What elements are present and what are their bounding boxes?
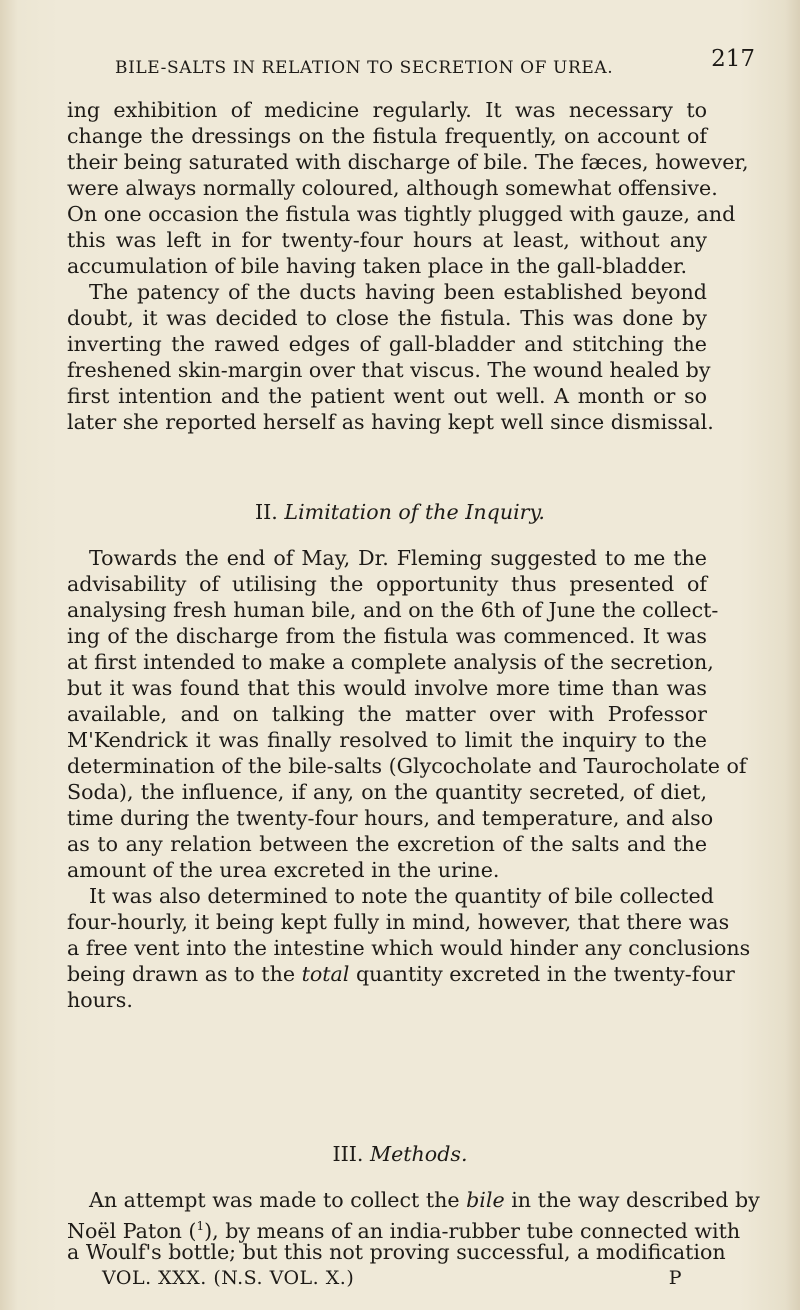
text-fragment: ), by means of an india-rubber tube connected with (204, 1218, 741, 1243)
text-line: ing exhibition of medicine regularly. It was necessary to (67, 98, 707, 122)
text-fragment: An attempt was made to collect the (89, 1188, 460, 1212)
text-line: doubt, it was decided to close the fistula. This was done by (67, 306, 707, 330)
text-fragment: in the way described by (511, 1188, 760, 1212)
paragraph-methods (67, 1187, 760, 1265)
text-line: but it was found that this would involve more time than was (67, 676, 707, 700)
text-line: It was also determined to note the quantity of bile collected (89, 884, 714, 908)
text-line (67, 1213, 741, 1243)
text-line: first intention and the patient went out well. A month or so (67, 384, 707, 408)
section-heading-methods (0, 1142, 800, 1166)
text-line: inverting the rawed edges of gall-bladder and stitching the (67, 332, 707, 356)
text-line: available, and on talking the matter over with Professor (67, 702, 707, 726)
text-line: Soda), the influence, if any, on the quantity secreted, of diet, (67, 780, 707, 804)
section-numeral: II. (255, 500, 278, 524)
text-line: their being saturated with discharge of bile. The fæces, however, (67, 150, 749, 174)
running-title: BILE-SALTS IN RELATION TO SECRETION OF UREA. (115, 58, 614, 78)
running-header (115, 46, 755, 78)
text-line: analysing fresh human bile, and on the 6th of June the collect- (67, 598, 719, 622)
text-line: amount of the urea excreted in the urine. (67, 858, 500, 882)
text-line (67, 961, 735, 987)
paragraph-limitation (67, 545, 751, 1013)
text-line: later she reported herself as having kept well since dismissal. (67, 410, 714, 434)
signature-mark: P (668, 1267, 682, 1289)
section-title: Methods. (369, 1142, 468, 1166)
text-line: freshened skin-margin over that viscus. The wound healed by (67, 358, 711, 382)
section-heading-limitation (0, 500, 800, 524)
text-line: On one occasion the fistula was tightly plugged with gauze, and (67, 202, 736, 226)
text-line: hours. (67, 988, 133, 1012)
paragraph-case-closure (67, 97, 749, 435)
page-footer (102, 1267, 682, 1289)
section-numeral: III. (332, 1142, 364, 1166)
text-line: this was left in for twenty-four hours at least, without any (67, 228, 707, 252)
text-fragment: Noël Paton ( (67, 1218, 197, 1243)
text-line: determination of the bile-salts (Glycocholate and Taurocholate of (67, 754, 747, 778)
text-line: at first intended to make a complete analysis of the secretion, (67, 650, 714, 674)
text-fragment: quantity excreted in the twenty-four (355, 962, 735, 986)
text-line: Towards the end of May, Dr. Fleming suggested to me the (89, 546, 707, 570)
text-line: The patency of the ducts having been established beyond (89, 280, 707, 304)
page-number: 217 (711, 46, 755, 72)
emphasis-bile: bile (466, 1188, 505, 1212)
emphasis-total: total (301, 962, 350, 986)
text-line: advisability of utilising the opportunity thus presented of (67, 572, 707, 596)
section-title: Limitation of the Inquiry. (284, 500, 545, 524)
footnote-ref[interactable]: 1 (196, 1219, 205, 1233)
text-line: ing of the discharge from the fistula was commenced. It was (67, 624, 707, 648)
text-line: accumulation of bile having taken place in the gall-bladder. (67, 254, 688, 278)
text-line: were always normally coloured, although somewhat offensive. (67, 176, 718, 200)
text-line: time during the twenty-four hours, and temperature, and also (67, 806, 714, 830)
text-line: as to any relation between the excretion of the salts and the (67, 832, 707, 856)
text-line: four-hourly, it being kept fully in mind, however, that there was (67, 910, 730, 934)
text-line: change the dressings on the fistula frequently, on account of (67, 124, 707, 148)
volume-info: VOL. XXX. (N.S. VOL. X.) (102, 1267, 355, 1289)
text-line: a free vent into the intestine which would hinder any conclusions (67, 936, 751, 960)
text-fragment: being drawn as to the (67, 962, 296, 986)
text-line (67, 1187, 760, 1213)
text-line: a Woulf's bottle; but this not proving successful, a modification (67, 1240, 726, 1264)
text-line: M'Kendrick it was finally resolved to limit the inquiry to the (67, 728, 707, 752)
